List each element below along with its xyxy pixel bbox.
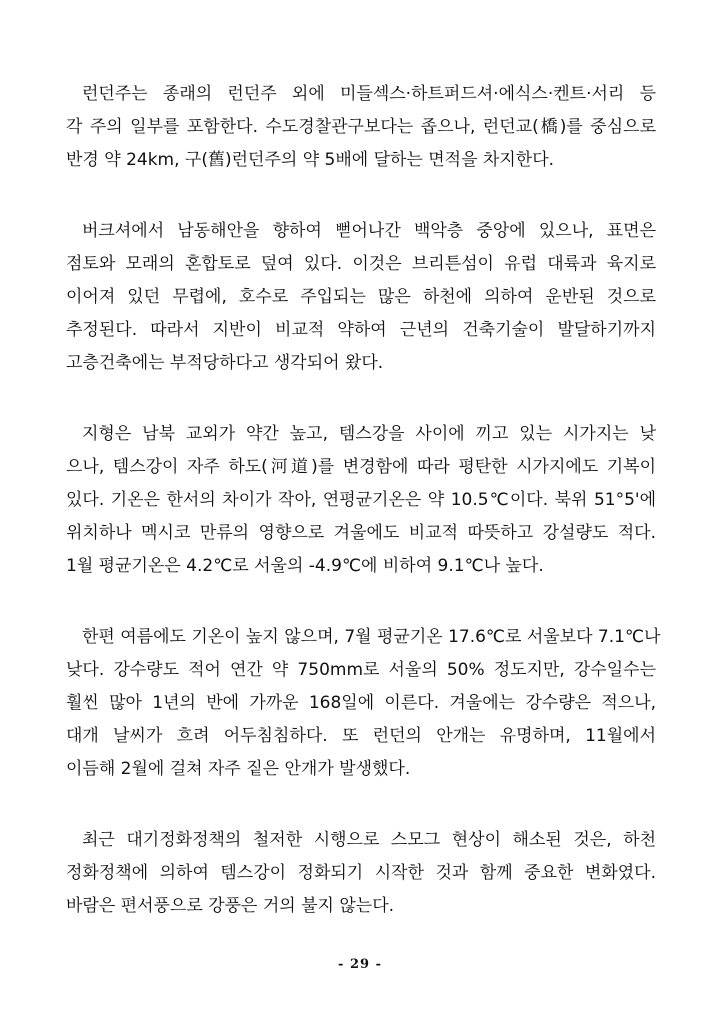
text-line: 점토와 모래의 혼합토로 덮여 있다. 이것은 브리튼섬이 유럽 대륙과 육지로 (66, 254, 656, 274)
text-line: 최근 대기정화정책의 철저한 시행으로 스모그 현상이 해소된 것은, 하천 (82, 830, 656, 850)
text-line: 낮다. 강수량도 적어 연간 약 750mm로 서울의 50% 정도지만, 강수일수는 (66, 660, 656, 680)
paragraph-geology (66, 215, 656, 380)
text-line: 1월 평균기온은 4.2℃로 서울의 -4.9℃에 비하여 9.1℃나 높다. (66, 556, 544, 576)
text-line: 훨씬 많아 1년의 반에 가까운 168일에 이른다. 겨울에는 강수량은 적으나, (66, 693, 656, 713)
text-line: 추정된다. 따라서 지반이 비교적 약하여 근년의 건축기술이 발달하기까지 (66, 320, 656, 340)
paragraph-air-purification (66, 824, 656, 923)
text-line: 런던주는 종래의 런던주 외에 미들섹스·하트퍼드셔·에식스·켄트·서리 등 (82, 84, 656, 104)
text-line: 있다. 기온은 한서의 차이가 작아, 연평균기온은 약 10.5℃이다. 북위 51°5'에 (66, 490, 656, 510)
text-line: 이듬해 2월에 걸쳐 자주 짙은 안개가 발생했다. (66, 759, 411, 779)
text-line: 위치하나 멕시코 만류의 영향으로 겨울에도 비교적 따뜻하고 강설량도 적다. (66, 523, 656, 543)
text-line: 으나, 템스강이 자주 하도(河道)를 변경함에 따라 평탄한 시가지에도 기복이 (66, 457, 656, 477)
text-line: 정화정책에 의하여 템스강이 정화되기 시작한 것과 함께 중요한 변화였다. (66, 863, 656, 883)
paragraph-summer-precipitation (66, 621, 661, 786)
text-line: 각 주의 일부를 포함한다. 수도경찰관구보다는 좁으나, 런던교(橋)를 중심으로 (66, 117, 656, 137)
text-line: 반경 약 24km, 구(舊)런던주의 약 5배에 달하는 면적을 차지한다. (66, 150, 555, 170)
document-body (66, 78, 661, 961)
text-line: 버크셔에서 남동해안을 향하여 뻗어나간 백악층 중앙에 있으나, 표면은 (82, 221, 656, 241)
paragraph-london-county (66, 78, 656, 177)
text-line: 고층건축에는 부적당하다고 생각되어 왔다. (66, 353, 384, 373)
text-line: 한편 여름에도 기온이 높지 않으며, 7월 평균기온 17.6℃로 서울보다 7.1℃나 (82, 627, 661, 647)
text-line: 대개 날씨가 흐려 어두침침하다. 또 런던의 안개는 유명하며, 11월에서 (66, 726, 656, 746)
text-line: 이어져 있던 무렵에, 호수로 주입되는 많은 하천에 의하여 운반된 것으로 (66, 287, 656, 307)
text-line: 바람은 편서풍으로 강풍은 거의 불지 않는다. (66, 896, 395, 916)
paragraph-terrain-climate (66, 418, 656, 583)
text-line: 지형은 남북 교외가 약간 높고, 템스강을 사이에 끼고 있는 시가지는 낮 (82, 424, 656, 444)
page-number: - 29 - (338, 957, 382, 972)
